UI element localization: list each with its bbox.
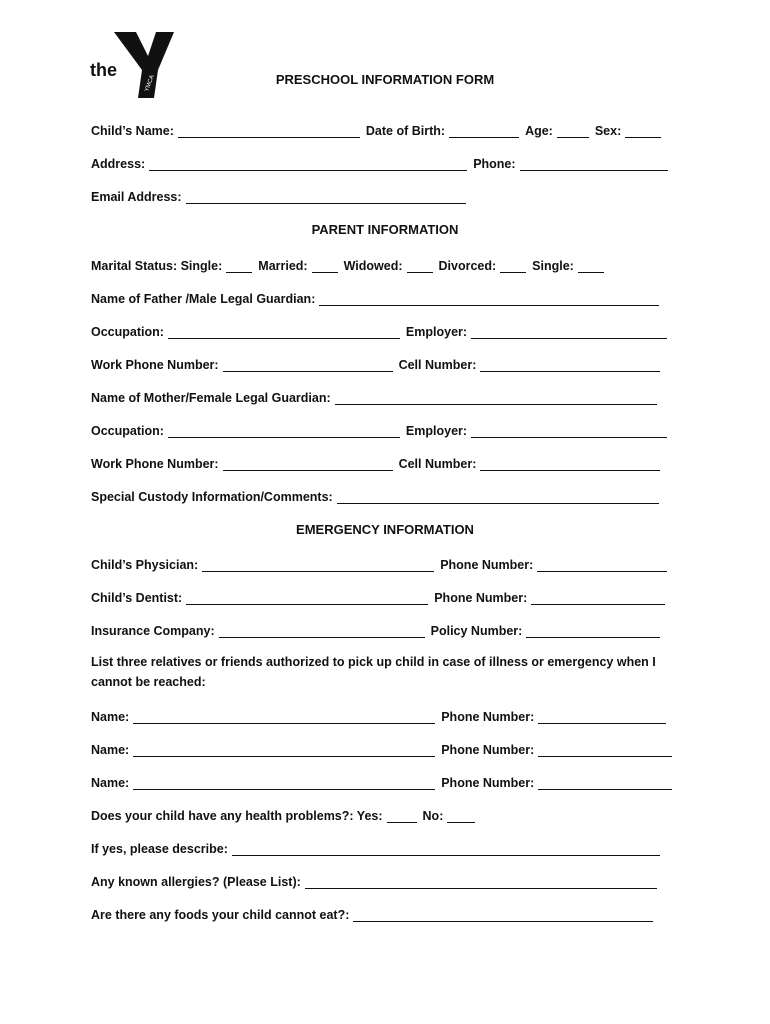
father-occupation-field[interactable] xyxy=(168,326,400,339)
sex-field[interactable] xyxy=(625,125,661,138)
health-yes-field[interactable] xyxy=(387,810,417,823)
mother-cell-field[interactable] xyxy=(480,458,660,471)
health-problems-label: Does your child have any health problems?: Yes: xyxy=(91,809,383,823)
email-label: Email Address: xyxy=(91,190,182,204)
health-problems-row xyxy=(91,805,681,823)
email-field[interactable] xyxy=(186,191,466,204)
address-field[interactable] xyxy=(149,158,467,171)
relatives-instructions: List three relatives or friends authorized to pick up child in case of illness or emergency when I cannot be reached: xyxy=(91,655,656,689)
child-name-row xyxy=(91,120,681,138)
father-phone-row xyxy=(91,354,681,372)
mother-employer-field[interactable] xyxy=(471,425,667,438)
age-label: Age: xyxy=(525,124,553,138)
mother-cell-label: Cell Number: xyxy=(398,457,477,471)
dentist-phone-label: Phone Number: xyxy=(434,591,528,605)
allergies-row xyxy=(91,871,681,889)
age-field[interactable] xyxy=(557,125,589,138)
contact-2-row xyxy=(91,739,681,757)
widowed-label: Widowed: xyxy=(343,259,403,273)
single2-label: Single: xyxy=(532,259,574,273)
logo-the-text: the xyxy=(90,60,117,80)
physician-label: Child’s Physician: xyxy=(91,558,199,572)
sex-label: Sex: xyxy=(594,124,622,138)
mother-phone-row xyxy=(91,453,681,471)
dentist-row xyxy=(91,587,681,605)
phone-label: Phone: xyxy=(473,157,516,171)
physician-phone-field[interactable] xyxy=(537,559,667,572)
marital-row xyxy=(91,255,681,273)
health-no-field[interactable] xyxy=(447,810,475,823)
foods-field[interactable] xyxy=(353,909,653,922)
form-title: PRESCHOOL INFORMATION FORM xyxy=(275,72,495,87)
father-name-label: Name of Father /Male Legal Guardian: xyxy=(91,292,316,306)
allergies-field[interactable] xyxy=(305,876,657,889)
ymca-mark-text: YMCA xyxy=(144,74,156,93)
parent-section-heading: PARENT INFORMATION xyxy=(311,222,459,237)
father-name-field[interactable] xyxy=(319,293,659,306)
describe-field[interactable] xyxy=(232,843,660,856)
dob-field[interactable] xyxy=(449,125,519,138)
contact-3-phone-label: Phone Number: xyxy=(441,776,535,790)
father-work-phone-field[interactable] xyxy=(223,359,393,372)
mother-work-phone-label: Work Phone Number: xyxy=(91,457,219,471)
policy-field[interactable] xyxy=(526,625,660,638)
father-name-row xyxy=(91,288,681,306)
father-occupation-row xyxy=(91,321,681,339)
describe-label: If yes, please describe: xyxy=(91,842,228,856)
contact-3-name-label: Name: xyxy=(91,776,130,790)
foods-row xyxy=(91,904,681,922)
dob-label: Date of Birth: xyxy=(365,124,446,138)
mother-occupation-row xyxy=(91,420,681,438)
custody-row xyxy=(91,486,681,504)
contact-1-phone-field[interactable] xyxy=(538,711,666,724)
contact-2-name-field[interactable] xyxy=(133,744,435,757)
child-name-field[interactable] xyxy=(178,125,360,138)
divorced-label: Divorced: xyxy=(438,259,497,273)
phone-field[interactable] xyxy=(520,158,668,171)
contact-1-row xyxy=(91,706,681,724)
ymca-y-icon xyxy=(114,30,178,100)
divorced-field[interactable] xyxy=(500,260,526,273)
email-row xyxy=(91,186,681,204)
mother-occupation-label: Occupation: xyxy=(91,424,164,438)
marital-label: Marital Status: Single: xyxy=(91,259,223,273)
contact-3-phone-field[interactable] xyxy=(538,777,672,790)
contact-1-name-label: Name: xyxy=(91,710,130,724)
address-label: Address: xyxy=(91,157,146,171)
address-row xyxy=(91,153,681,171)
contact-1-name-field[interactable] xyxy=(133,711,435,724)
mother-work-phone-field[interactable] xyxy=(223,458,393,471)
dentist-label: Child’s Dentist: xyxy=(91,591,183,605)
contact-2-name-label: Name: xyxy=(91,743,130,757)
married-label: Married: xyxy=(258,259,308,273)
contact-3-name-field[interactable] xyxy=(133,777,435,790)
father-cell-field[interactable] xyxy=(480,359,660,372)
mother-occupation-field[interactable] xyxy=(168,425,400,438)
physician-phone-label: Phone Number: xyxy=(440,558,534,572)
ymca-logo xyxy=(88,30,180,102)
father-employer-field[interactable] xyxy=(471,326,667,339)
policy-label: Policy Number: xyxy=(430,624,523,638)
allergies-label: Any known allergies? (Please List): xyxy=(91,875,301,889)
mother-name-row xyxy=(91,387,681,405)
father-work-phone-label: Work Phone Number: xyxy=(91,358,219,372)
custody-label: Special Custody Information/Comments: xyxy=(91,490,333,504)
insurance-field[interactable] xyxy=(219,625,425,638)
widowed-field[interactable] xyxy=(407,260,433,273)
dentist-phone-field[interactable] xyxy=(531,592,665,605)
single-field[interactable] xyxy=(226,260,252,273)
contact-3-row xyxy=(91,772,681,790)
father-occupation-label: Occupation: xyxy=(91,325,164,339)
contact-1-phone-label: Phone Number: xyxy=(441,710,535,724)
contact-2-phone-label: Phone Number: xyxy=(441,743,535,757)
dentist-field[interactable] xyxy=(186,592,428,605)
mother-employer-label: Employer: xyxy=(405,424,468,438)
foods-label: Are there any foods your child cannot eat?: xyxy=(91,908,350,922)
physician-row xyxy=(91,554,681,572)
describe-row xyxy=(91,838,681,856)
physician-field[interactable] xyxy=(202,559,434,572)
single2-field[interactable] xyxy=(578,260,604,273)
insurance-label: Insurance Company: xyxy=(91,624,215,638)
mother-name-field[interactable] xyxy=(335,392,657,405)
health-no-label: No: xyxy=(422,809,444,823)
child-name-label: Child’s Name: xyxy=(91,124,174,138)
father-employer-label: Employer: xyxy=(405,325,468,339)
father-cell-label: Cell Number: xyxy=(398,358,477,372)
custody-field[interactable] xyxy=(337,491,659,504)
insurance-row xyxy=(91,620,681,638)
emergency-section-heading: EMERGENCY INFORMATION xyxy=(296,522,474,537)
married-field[interactable] xyxy=(312,260,338,273)
mother-name-label: Name of Mother/Female Legal Guardian: xyxy=(91,391,331,405)
contact-2-phone-field[interactable] xyxy=(538,744,672,757)
